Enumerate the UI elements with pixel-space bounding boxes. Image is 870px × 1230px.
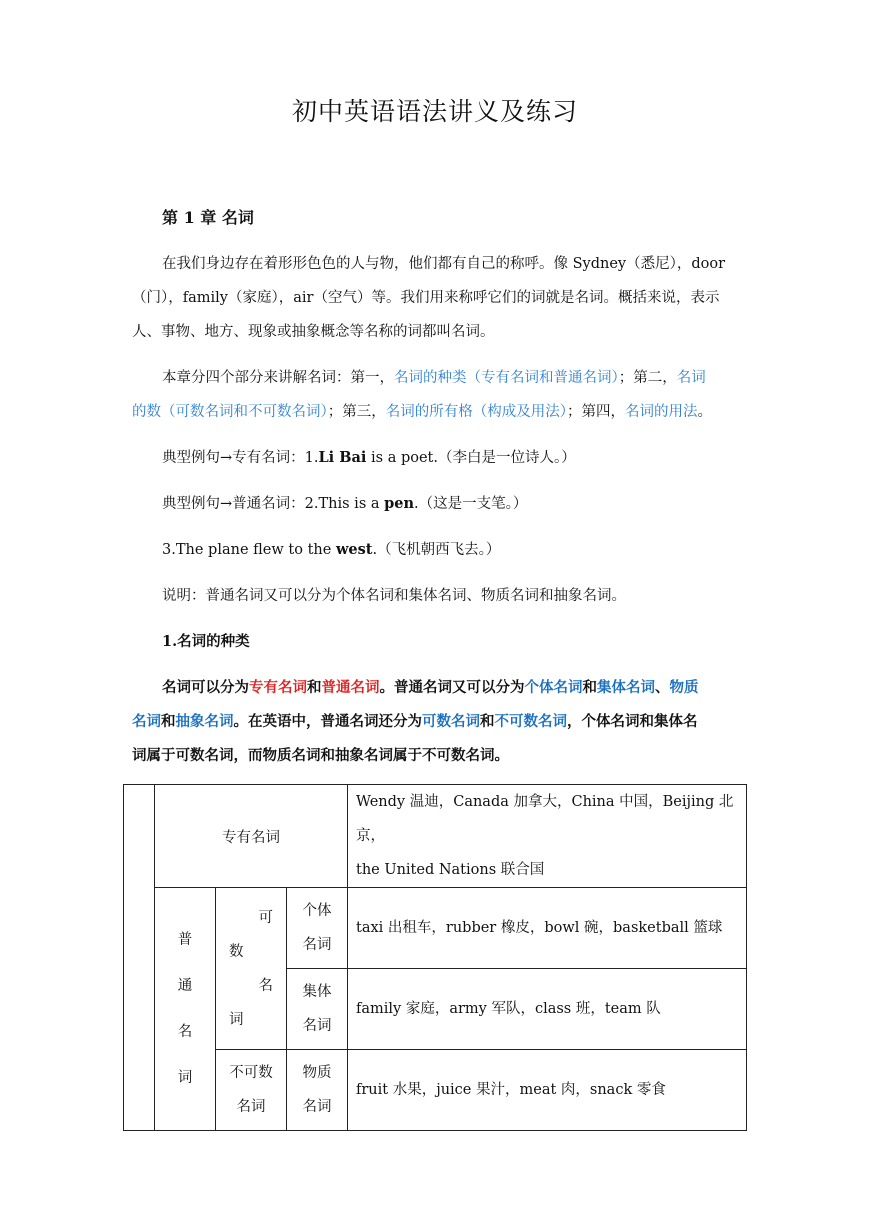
term-abstract: 抽象名词 — [175, 713, 234, 730]
noun-types-table — [123, 784, 747, 1131]
countable-char: 数 — [229, 943, 244, 960]
individual-label: 个体 — [302, 903, 332, 919]
common-char: 词 — [177, 1070, 193, 1086]
collective-label: 集体 — [302, 984, 332, 1000]
example-3 — [162, 540, 772, 560]
example-keyword: pen — [384, 495, 415, 512]
section-heading: 1.名词的种类 — [162, 633, 250, 650]
example-1 — [162, 448, 772, 468]
common-char: 通 — [177, 978, 193, 994]
cell-countable-noun — [216, 888, 287, 1050]
example-text: .（这是一支笔。） — [414, 496, 528, 512]
plan-link-number: 名词 — [676, 370, 706, 386]
plan-line-2 — [132, 402, 742, 422]
classify-text: 名词可以分为 — [162, 679, 249, 696]
intro-line-3: 人、事物、地方、现象或抽象概念等名称的词都叫名词。 — [132, 324, 495, 340]
example-text: is a poet.（李白是一位诗人。） — [366, 450, 576, 466]
countable-char: 名 — [258, 977, 273, 994]
material-label: 名词 — [302, 1099, 332, 1115]
plan-link-number-cont: 的数（可数名词和不可数名词） — [132, 404, 328, 420]
classify-text: 和 — [480, 713, 495, 730]
chapter-heading: 第 1 章 名词 — [162, 208, 254, 227]
proper-examples-line-2: the United Nations 联合国 — [356, 862, 545, 878]
common-char: 普 — [177, 932, 193, 948]
uncountable-label: 名词 — [236, 1099, 266, 1115]
table-left-margin-cell — [124, 785, 155, 1131]
term-uncountable: 不可数名词 — [494, 713, 567, 730]
term-collective: 集体名词 — [597, 679, 655, 696]
example-text: .（飞机朝西飞去。） — [372, 542, 501, 558]
cell-individual-examples: taxi 出租车，rubber 橡皮，bowl 碗，basketball 篮球 — [348, 888, 747, 969]
classify-text: 和 — [582, 679, 597, 696]
classify-text: 、 — [655, 679, 670, 696]
plan-line-1 — [162, 368, 772, 388]
classify-text: 。普通名词又可以分为 — [379, 679, 525, 696]
table-row — [124, 1050, 747, 1131]
cell-collective-examples: family 家庭，army 军队，class 班，team 队 — [348, 969, 747, 1050]
cell-common-noun — [155, 888, 216, 1131]
proper-examples-line-1: Wendy 温迪，Canada 加拿大，China 中国，Beijing 北京， — [356, 794, 734, 844]
classify-text: ，个体名词和集体名 — [567, 713, 698, 730]
note-line: 说明：普通名词又可以分为个体名词和集体名词、物质名词和抽象名词。 — [162, 588, 626, 604]
plan-link-possessive: 名词的所有格（构成及用法） — [385, 404, 567, 420]
plan-text: ；第四， — [567, 404, 625, 420]
classify-text: 和 — [161, 713, 176, 730]
cell-material-examples: fruit 水果，juice 果汁，meat 肉，snack 零食 — [348, 1050, 747, 1131]
example-2 — [162, 494, 772, 514]
classify-text: 和 — [307, 679, 322, 696]
material-label: 物质 — [302, 1065, 332, 1081]
example-keyword: Li Bai — [318, 449, 367, 466]
common-char: 名 — [177, 1024, 193, 1040]
cell-individual-noun — [287, 888, 348, 969]
collective-label: 名词 — [302, 1018, 332, 1034]
example-text: 典型例句→普通名词：2.This is a — [162, 496, 385, 512]
term-material-cont: 名词 — [132, 713, 161, 730]
cell-proper-examples — [348, 785, 747, 888]
example-text: 3.The plane flew to the — [162, 542, 336, 558]
term-countable: 可数名词 — [422, 713, 480, 730]
plan-text: 本章分四个部分来讲解名词：第一， — [162, 370, 394, 386]
term-individual: 个体名词 — [524, 679, 583, 696]
cell-collective-noun — [287, 969, 348, 1050]
table-row — [124, 888, 747, 969]
plan-text: ；第三， — [327, 404, 386, 420]
term-material: 物质 — [669, 679, 699, 696]
countable-char: 词 — [229, 1011, 244, 1028]
plan-text: ；第二， — [618, 370, 677, 386]
plan-text: 。 — [697, 404, 712, 420]
intro-line-1: 在我们身边存在着形形色色的人与物，他们都有自己的称呼。像 Sydney（悉尼），door — [162, 256, 726, 272]
cell-material-noun — [287, 1050, 348, 1131]
cell-proper-noun: 专有名词 — [155, 785, 348, 888]
plan-link-kinds: 名词的种类（专有名词和普通名词） — [394, 370, 619, 386]
example-keyword: west — [335, 541, 373, 558]
individual-label: 名词 — [302, 937, 332, 953]
classify-line-1 — [162, 678, 772, 698]
table-row — [124, 785, 747, 888]
page-title: 初中英语语法讲义及练习 — [291, 97, 578, 126]
countable-char: 可 — [258, 909, 273, 926]
classify-line-3: 词属于可数名词，而物质名词和抽象名词属于不可数名词。 — [132, 747, 509, 764]
cell-uncountable-noun — [216, 1050, 287, 1131]
classify-line-2 — [132, 712, 742, 732]
term-common: 普通名词 — [321, 679, 380, 696]
example-text: 典型例句→专有名词：1. — [162, 450, 319, 466]
uncountable-label: 不可数 — [229, 1065, 273, 1081]
classify-text: 。在英语中，普通名词还分为 — [233, 713, 422, 730]
plan-link-usage: 名词的用法 — [625, 404, 698, 420]
intro-line-2: （门），family（家庭），air（空气）等。我们用来称呼它们的词就是名词。概括来说，表示 — [132, 290, 720, 306]
term-proper: 专有名词 — [249, 679, 307, 696]
